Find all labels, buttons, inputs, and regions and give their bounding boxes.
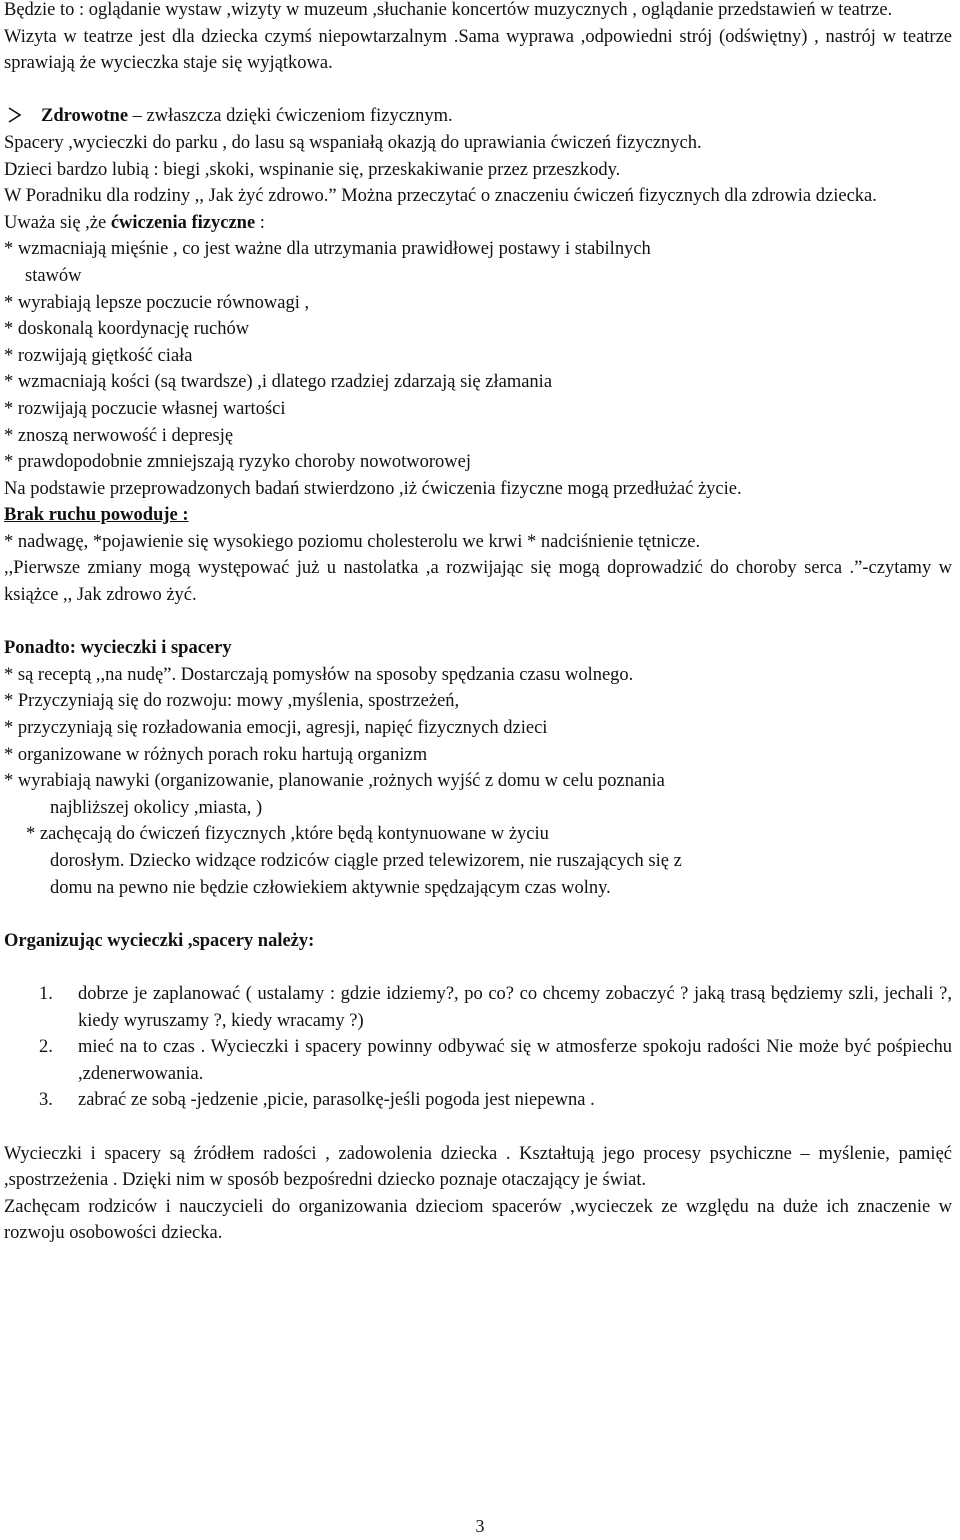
moreover-item: * Przyczyniają się do rozwoju: mowy ,myślenia, spostrzeżeń, — [4, 691, 460, 712]
health-lead-bold: ćwiczenia fizyczne — [110, 212, 256, 233]
effect-item: * wyrabiają lepsze poczucie równowagi , — [4, 292, 310, 313]
moreover-item: * zachęcają do ćwiczeń fizycznych ,które będą kontynuowane w życiu — [26, 824, 549, 845]
moreover-item: * przyczyniają się rozładowania emocji, agresji, napięć fizycznych dzieci — [4, 718, 548, 739]
moreover-heading: Ponadto: wycieczki i spacery — [4, 638, 232, 659]
step-number: 1. — [39, 983, 53, 1004]
effect-item: * znoszą nerwowość i depresję — [4, 425, 234, 446]
moreover-item-cont: domu na pewno nie będzie człowiekiem aktywnie spędzającym czas wolny. — [50, 877, 611, 898]
health-heading-rest: – zwłaszcza dzięki ćwiczeniom fizycznym. — [132, 106, 453, 127]
effect-item-cont: stawów — [25, 265, 82, 286]
no-movement-line-1: * nadwagę, *pojawienie się wysokiego poziomu cholesterolu we krwi * nadciśnienie tętnicze. — [4, 531, 701, 552]
closing-paragraph-1: Wycieczki i spacery są źródłem radości , zadowolenia dziecka . Kształtują jego procesy psychiczne – myślenie, pamięć ,spostrzeżenia . Dzięki nim w sposób bezpośredni dziecko poznaje otaczający je świat. — [4, 1143, 952, 1191]
moreover-item-cont: dorosłym. Dziecko widzące rodziców ciągle przed telewizorem, nie ruszających się z — [50, 851, 682, 871]
no-movement-heading: Brak ruchu powoduje : — [4, 505, 189, 526]
no-movement-line-2: ,,Pierwsze zmiany mogą występować już u nastolatka ,a rozwijając się mogą doprowadzić do choroby serca .”-czytamy w książce ,, Jak zdrowo żyć. — [4, 558, 952, 606]
effect-item: * prawdopodobnie zmniejszają ryzyko choroby nowotworowej — [4, 452, 471, 473]
health-lead-pre: Uważa się ,że — [4, 212, 111, 233]
moreover-item: * są receptą ,,na nudę”. Dostarczają pomysłów na sposoby spędzania czasu wolnego. — [4, 664, 634, 685]
arrow-bullet-icon — [8, 103, 28, 130]
moreover-item-cont: najbliższej okolicy ,miasta, ) — [50, 797, 263, 818]
step-number: 2. — [39, 1037, 53, 1058]
step-item — [4, 1034, 952, 1087]
step-item — [4, 981, 952, 1034]
intro-line-2: Wizyta w teatrze jest dla dziecka czymś niepowtarzalnym .Sama wyprawa ,odpowiedni strój (odświętny) , nastrój w teatrze sprawiają że wycieczka staje się wyjątkowa. — [4, 26, 952, 74]
health-lead-post: : — [255, 212, 265, 233]
moreover-item: * wyrabiają nawyki (organizowanie, planowanie ,rożnych wyjść z domu w celu poznania — [4, 771, 665, 792]
effect-item: * doskonalą koordynację ruchów — [4, 319, 250, 340]
health-conclusion: Na podstawie przeprowadzonych badań stwierdzono ,iż ćwiczenia fizyczne mogą przedłużać życie. — [4, 478, 742, 499]
effect-item: * wzmacniają mięśnie , co jest ważne dla utrzymania prawidłowej postawy i stabilnych — [4, 239, 651, 260]
step-item — [4, 1087, 952, 1114]
health-lead — [4, 210, 952, 237]
health-heading: Zdrowotne — [41, 106, 129, 127]
document-page — [4, 0, 952, 1247]
health-paragraph-1: Spacery ,wycieczki do parku , do lasu są wspaniałą okazją do uprawiania ćwiczeń fizycznych. — [4, 132, 702, 153]
moreover-item: * organizowane w różnych porach roku hartują organizm — [4, 744, 428, 765]
effect-item: * rozwijają poczucie własnej wartości — [4, 398, 286, 419]
step-text: dobrze je zaplanować ( ustalamy : gdzie idziemy?, po co? co chcemy zobaczyć ? jaką trasą będziemy szli, jechali ?, kiedy wyruszamy ?, kiedy wracamy ?) — [78, 983, 952, 1031]
step-number: 3. — [39, 1090, 53, 1111]
page-number: 3 — [475, 1516, 485, 1536]
health-bullet — [4, 103, 952, 130]
intro-line-1: Będzie to : oglądanie wystaw ,wizyty w muzeum ,słuchanie koncertów muzycznych , oglądanie przedstawień w teatrze. — [4, 0, 893, 20]
step-text: zabrać ze sobą -jedzenie ,picie, parasolkę-jeśli pogoda jest niepewna . — [78, 1090, 595, 1111]
closing-paragraph-2: Zachęcam rodziców i nauczycieli do organizowania dzieciom spacerów ,wycieczek ze względu na duże ich znaczenie w rozwoju osobowości dziecka. — [4, 1196, 952, 1244]
effect-item: * rozwijają giętkość ciała — [4, 345, 193, 366]
effect-item: * wzmacniają kości (są twardsze) ,i dlatego rzadziej zdarzają się złamania — [4, 372, 553, 393]
step-text: mieć na to czas . Wycieczki i spacery powinny odbywać się w atmosferze spokoju radości Nie może być pośpiechu ,zdenerwowania. — [78, 1037, 952, 1084]
health-paragraph-3: W Poradniku dla rodziny ,, Jak żyć zdrowo.” Można przeczytać o znaczeniu ćwiczeń fizycznych dla zdrowia dziecka. — [4, 186, 877, 207]
health-paragraph-2: Dzieci bardzo lubią : biegi ,skoki, wspinanie się, przeskakiwanie przez przeszkody. — [4, 159, 621, 180]
organizing-heading: Organizując wycieczki ,spacery należy: — [4, 930, 315, 951]
